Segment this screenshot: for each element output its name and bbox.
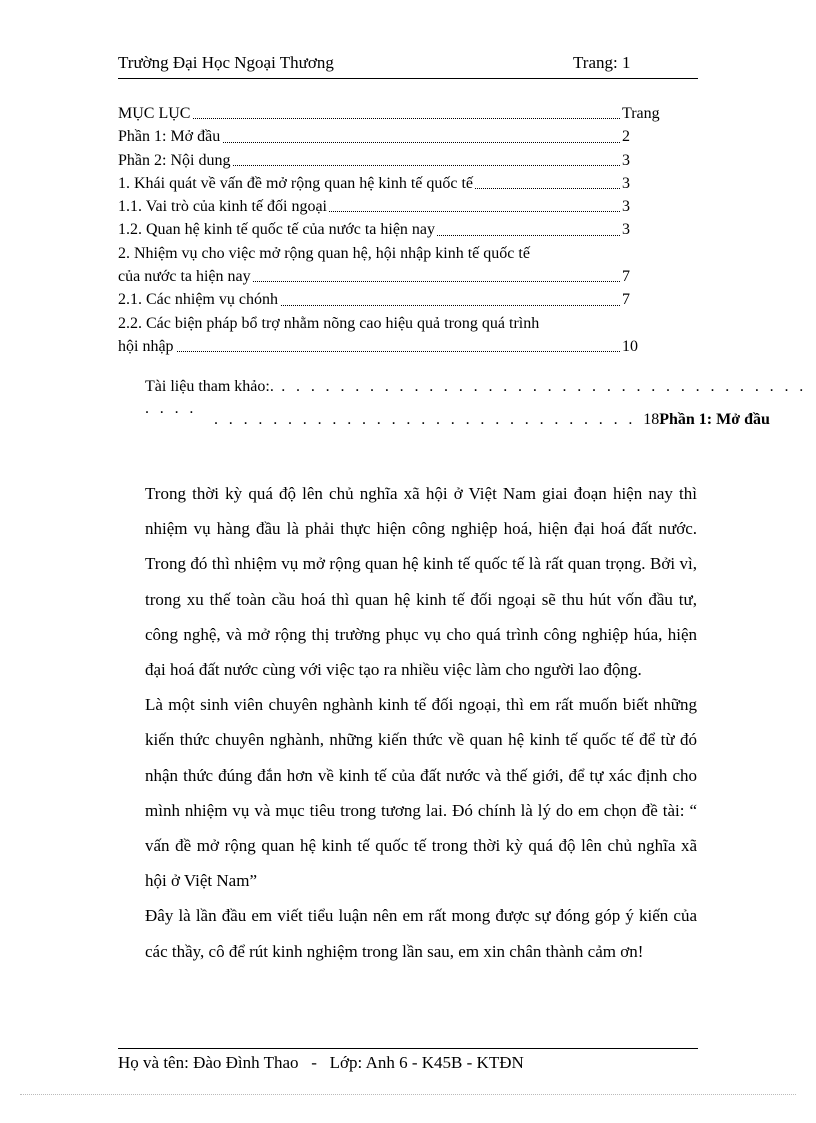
toc-entry[interactable]: [118, 335, 678, 358]
toc-entry[interactable]: [118, 195, 678, 218]
references-leader: . . . . . . . . . . . . . . . . . . . . . . . . . . . . . . . . . . . . . . . .: [145, 378, 807, 417]
toc-entry-title: Phần 1: Mở đầu: [118, 128, 221, 146]
toc-entry[interactable]: [118, 218, 678, 241]
intro-body: [145, 476, 697, 969]
toc-entry-title: 2.1. Các nhiệm vụ chónh: [118, 291, 278, 309]
toc-entry-page: 10: [620, 335, 678, 358]
references-label: Tài liệu tham khảo:.: [145, 378, 274, 395]
references-page: 18: [643, 411, 660, 428]
paragraph: Trong thời kỳ quá độ lên chủ nghĩa xã hội ở Việt Nam giai đoạn hiện nay thì nhiệm vụ hàng đầu là phải thực hiện công nghiệp hoá, hiện đại hoá đất nước. Trong đó thì nhiệm vụ mở rộng quan hệ kinh tế quốc tế là rất quan trọng. Bởi vì, trong xu thế toàn cầu hoá thì quan hệ kinh tế đối ngoại sẽ thu hút vốn đầu tư, công nghệ, và mở rộng thị trường phục vụ cho quá trình công nghiệp húa, hiện đại hoá đất nước cùng với việc tạo ra nhiều việc làm cho người lao động.: [145, 484, 697, 680]
toc-leader: [118, 118, 678, 119]
toc-entry-page: 3: [620, 195, 678, 218]
table-of-contents: [118, 102, 678, 358]
page-header: [118, 52, 698, 79]
toc-leader: [118, 351, 678, 352]
section-title: Phần 1: Mở đầu: [659, 411, 770, 428]
toc-entry[interactable]: [118, 288, 678, 311]
page-number: Trang: 1: [573, 53, 631, 72]
toc-entry-title: 1.2. Quan hệ kinh tế quốc tế của nước ta hiện nay: [118, 221, 436, 239]
toc-heading-page: Trang: [620, 102, 678, 125]
toc-entry-title-line1[interactable]: 2. Nhiệm vụ cho việc mở rộng quan hệ, hội nhập kinh tế quốc tế: [118, 244, 530, 262]
paragraph: Là một sinh viên chuyên nghành kinh tế đối ngoại, thì em rất muốn biết những kiến thức chuyên nghành, những kiến thức về quan hệ kinh tế quốc tế để từ đó nhận thức đúng đắn hơn về kinh tế của đất nước và thế giới, để tự xác định cho mình nhiệm vụ và mục tiêu trong tương lai. Đó chính là lý do em chọn đề tài: “ vấn đề mở rộng quan hệ kinh tế quốc tế trong thời kỳ quá độ lên chủ nghĩa xã hội ở Việt Nam”: [145, 695, 697, 891]
page-footer: [118, 1048, 698, 1073]
toc-entry-title: hội nhập: [118, 337, 174, 355]
toc-entry-page: 3: [620, 172, 678, 195]
references-continuation: [214, 411, 770, 429]
toc-entry[interactable]: [118, 125, 678, 148]
toc-entry-page: 3: [620, 218, 678, 241]
toc-entry-title: Phần 2: Nội dung: [118, 151, 231, 169]
school-name: Trường Đại Học Ngoại Thương: [118, 53, 334, 72]
toc-entry-title: của nước ta hiện nay: [118, 268, 251, 286]
references-leader: . . . . . . . . . . . . . . . . . . . . . . . . . . . . .: [214, 411, 644, 428]
toc-entry-title-line1[interactable]: 2.2. Các biện pháp bổ trợ nhằm nõng cao hiệu quả trong quá trình: [118, 314, 540, 332]
paragraph: Đây là lần đầu em viết tiểu luận nên em rất mong được sự đóng góp ý kiến của các thầy, cô để rút kinh nghiệm trong lần sau, em xin chân thành cảm ơn!: [145, 906, 697, 961]
page-bottom-divider: [20, 1094, 796, 1095]
toc-entry-page: 7: [620, 265, 678, 288]
toc-entry[interactable]: [118, 149, 678, 172]
toc-entry-page: 2: [620, 125, 678, 148]
toc-entry-page: 7: [620, 288, 678, 311]
toc-entry-page: 3: [620, 149, 678, 172]
toc-heading-row: [118, 102, 678, 125]
toc-heading: MỤC LỤC: [118, 105, 191, 122]
toc-entry-title: 1. Khái quát về vấn đề mở rộng quan hệ kinh tế quốc tế: [118, 174, 474, 192]
toc-entry[interactable]: [118, 265, 678, 288]
toc-entry[interactable]: [118, 172, 678, 195]
toc-entry-title: 1.1. Vai trò của kinh tế đối ngoại: [118, 198, 327, 216]
author-info: Họ và tên: Đào Đình Thao - Lớp: Anh 6 - K45B - KTĐN: [118, 1053, 524, 1072]
